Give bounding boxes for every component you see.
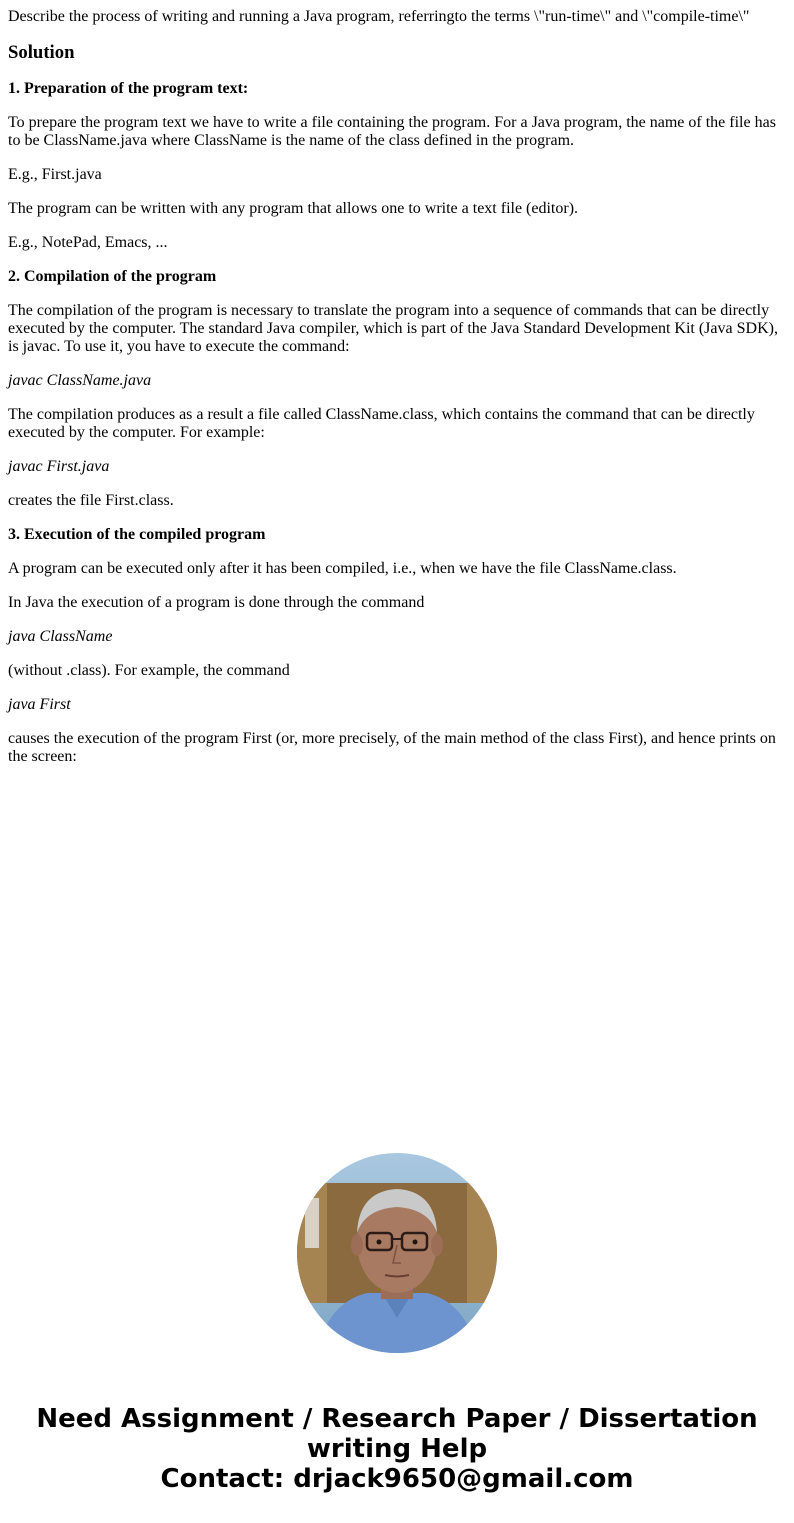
command-example: javac First.java [8, 458, 110, 475]
section-1-paragraph: To prepare the program text we have to write a file containing the program. For a Java program, the name of the file has to be ClassName.java where ClassName is the name of the class defined in the program. [8, 114, 776, 149]
solution-title: Solution [8, 42, 75, 63]
section-2-heading: 2. Compilation of the program [8, 268, 217, 285]
document-body [8, 0, 786, 766]
section-1-example-file: E.g., First.java [8, 166, 102, 183]
author-avatar [297, 1153, 497, 1353]
section-2-paragraph: The compilation produces as a result a file called ClassName.class, which contains the command that can be directly executed by the computer. For example: [8, 406, 755, 441]
section-1-heading: 1. Preparation of the program text: [8, 80, 249, 97]
section-3-paragraph: In Java the execution of a program is done through the command [8, 594, 425, 611]
banner-line-1: Need Assignment / Research Paper / Dissertation [36, 1404, 758, 1434]
section-3-paragraph: (without .class). For example, the command [8, 662, 290, 679]
section-3-paragraph: A program can be executed only after it has been compiled, i.e., when we have the file ClassName.class. [8, 560, 677, 577]
section-3-paragraph: causes the execution of the program First (or, more precisely, of the main method of the class First), and hence prints on the screen: [8, 730, 776, 765]
command-example: java First [8, 696, 71, 713]
section-2-paragraph: The compilation of the program is necessary to translate the program into a sequence of commands that can be directly executed by the computer. The standard Java compiler, which is part of the Java Standard Development Kit (Java SDK), is javac. To use it, you have to execute the command: [8, 302, 778, 355]
section-3-heading: 3. Execution of the compiled program [8, 526, 266, 543]
contact-banner [0, 1404, 794, 1494]
banner-line-2: writing Help [306, 1434, 488, 1464]
contact-email: Contact: drjack9650@gmail.com [160, 1464, 634, 1494]
section-2-paragraph: creates the file First.class. [8, 492, 174, 509]
command-example: javac ClassName.java [8, 372, 152, 389]
question-text: Describe the process of writing and running a Java program, referringto the terms \"run-time\" and \"compile-time\" [8, 8, 750, 25]
command-example: java ClassName [8, 628, 113, 645]
author-portrait-image [297, 1153, 497, 1353]
section-1-paragraph: The program can be written with any program that allows one to write a text file (editor). [8, 200, 579, 217]
section-1-example-editors: E.g., NotePad, Emacs, ... [8, 234, 168, 251]
